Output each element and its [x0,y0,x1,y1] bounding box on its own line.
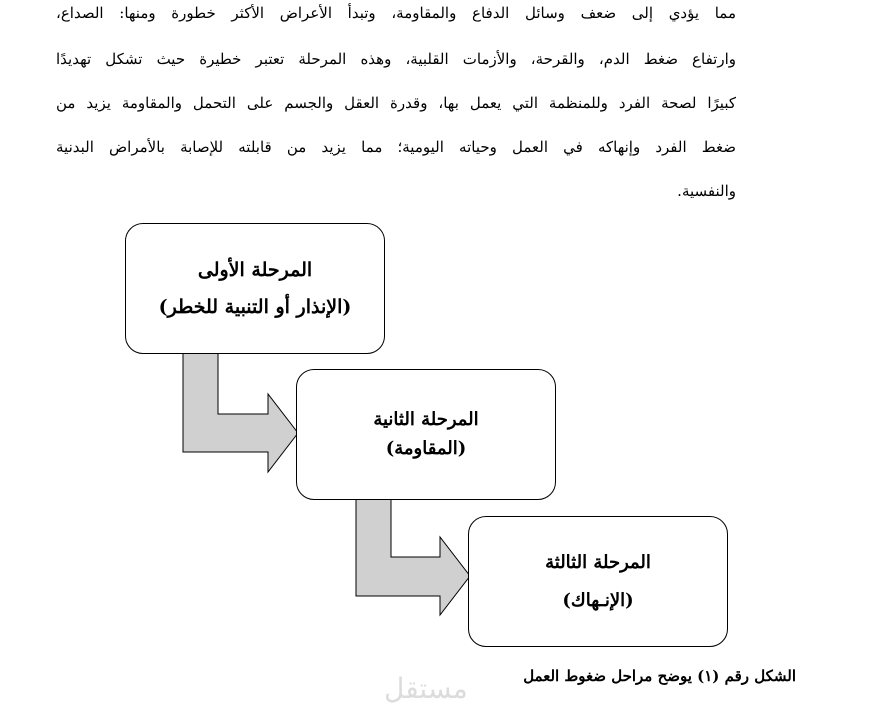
figure-caption: الشكل رقم (١) يوضح مراحل ضغوط العمل [523,667,796,685]
paragraph-line: وارتفاع ضغط الدم، والقرحة، والأزمات القلبية، وهذه المرحلة تعتبر خطيرة حيث تشكل تهديدًا [56,50,736,68]
stage-title: المرحلة الأولى [197,259,313,282]
stage-box-3 [468,516,728,647]
watermark: مستقل [384,672,468,705]
paragraph-line: كبيرًا لصحة الفرد وللمنظمة التي يعمل بها، وقدرة العقل والجسم على التحمل والمقاومة يزيد من [56,94,736,112]
paragraph-line: مما يؤدي إلى ضعف وسائل الدفاع والمقاومة، وتبدأ الأعراض الأكثر خطورة ومنها: الصداع، [56,4,736,22]
stage-subtitle: (الإنذار أو التنبية للخطر) [158,295,352,318]
stage-box-2 [296,369,556,500]
stage-subtitle: (المقاومة) [385,437,467,459]
arrow-stage1-to-stage2 [183,353,298,472]
stage-box-1 [125,223,385,354]
arrow-stage2-to-stage3 [356,499,470,615]
paragraph-line: ضغط الفرد وإنهاكه في العمل وحياته اليومية؛ مما يزيد من قابلته للإصابة بالأمراض البدنية [56,138,736,156]
stage-subtitle: (الإنـهاك) [562,589,634,611]
stage-title: المرحلة الثانية [373,408,479,430]
stage-title: المرحلة الثالثة [545,551,651,573]
paragraph-line: والنفسية. [677,182,736,200]
